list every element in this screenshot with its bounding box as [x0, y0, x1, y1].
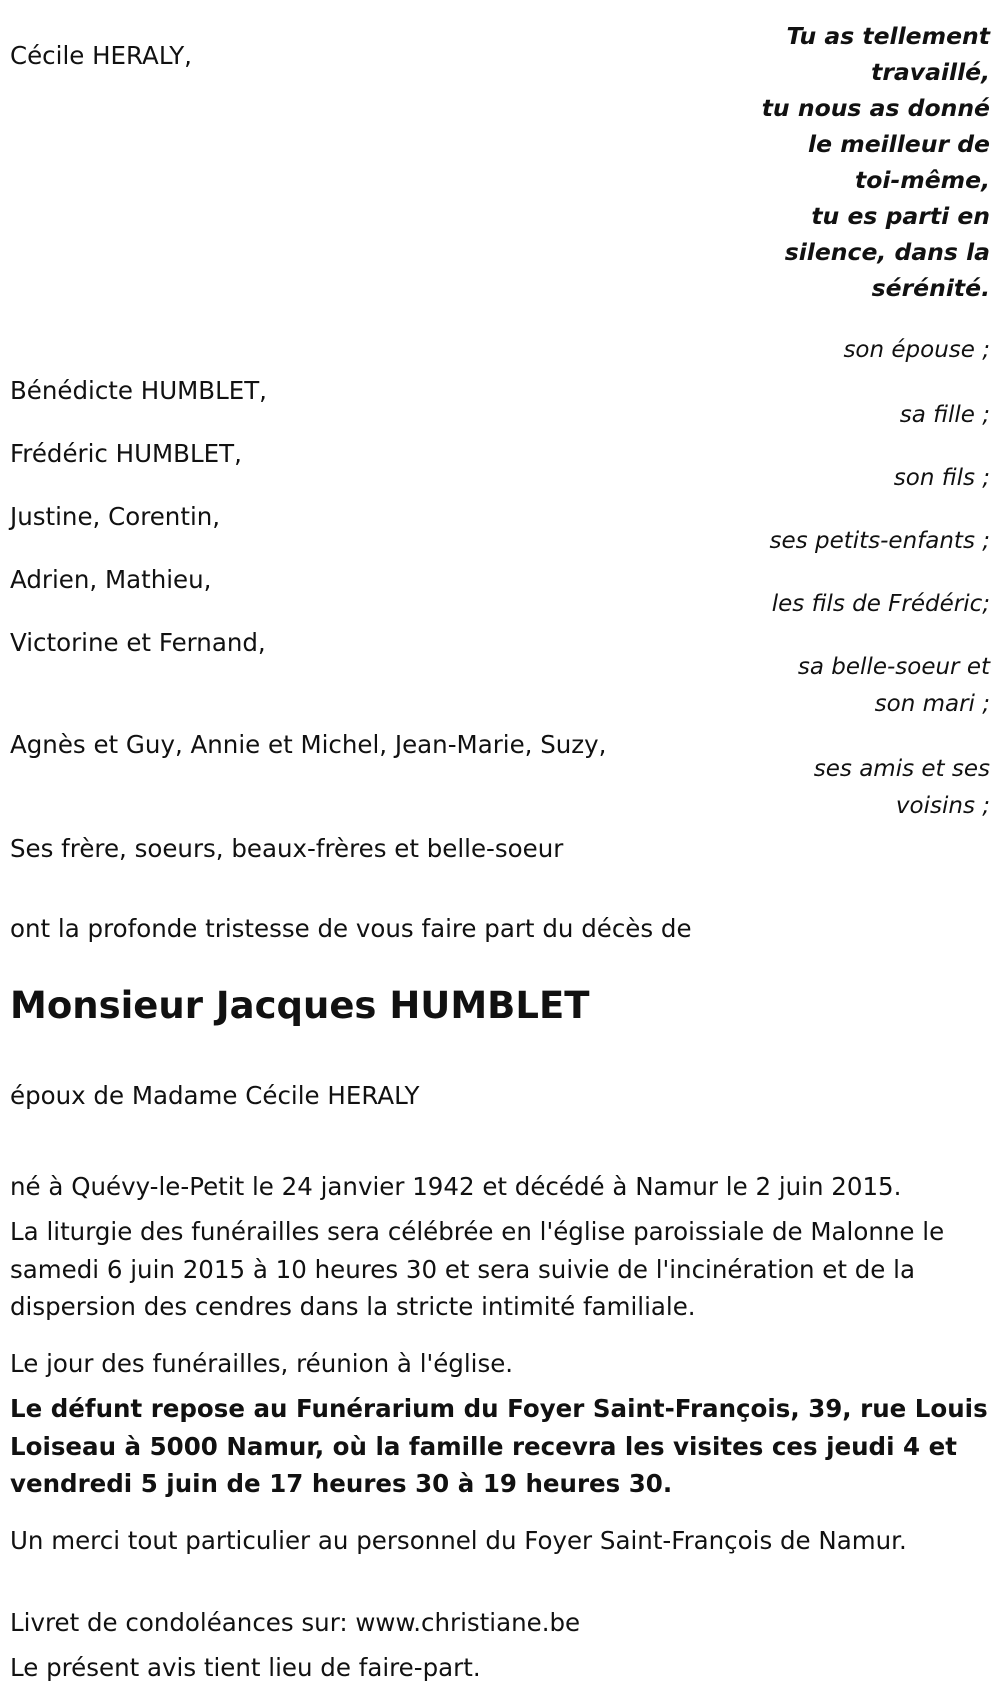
family-name-sister-in-law: Victorine et Fernand, — [10, 628, 266, 657]
notice-paragraph: Le présent avis tient lieu de faire-part. — [10, 1653, 481, 1682]
condolences-paragraph: Livret de condoléances sur: www.christiane.be — [10, 1608, 581, 1637]
spouse-line: époux de Madame Cécile HERALY — [10, 1081, 420, 1110]
family-relation-daughter: sa fille ; — [899, 402, 990, 428]
birth-death-paragraph: né à Quévy-le-Petit le 24 janvier 1942 et décédé à Namur le 2 juin 2015. — [10, 1172, 902, 1201]
family-relation-grandchildren: ses petits-enfants ; — [769, 528, 990, 554]
poem-line: sérénité. — [871, 274, 990, 302]
repose-paragraph: Le défunt repose au Funérarium du Foyer Saint-François, 39, rue Louis Loiseau à 5000 Namur, où la famille recevra les visites ces jeudi 4 et vendredi 5 juin de 17 heures 30 à 19 heures 30. — [10, 1394, 988, 1498]
family-relation-sons-of-frederic: les fils de Frédéric; — [771, 591, 990, 617]
family-relation-friends: ses amis et ses voisins ; — [813, 756, 990, 819]
family-relation-son: son fils ; — [893, 465, 990, 491]
thanks-paragraph: Un merci tout particulier au personnel du Foyer Saint-François de Namur. — [10, 1526, 907, 1555]
family-name-son: Frédéric HUMBLET, — [10, 439, 242, 468]
poem — [690, 18, 990, 306]
poem-line: Tu as tellement — [786, 22, 990, 50]
family-name-sons-of-frederic: Adrien, Mathieu, — [10, 565, 212, 594]
family-name-siblings: Ses frère, soeurs, beaux-frères et belle-soeur — [10, 834, 564, 863]
family-relation-sister-in-law: sa belle-soeur et son mari ; — [797, 654, 990, 717]
deceased-name: Monsieur Jacques HUMBLET — [10, 984, 590, 1027]
poem-line: tu es parti en — [811, 202, 990, 230]
poem-line: tu nous as donné — [761, 94, 990, 122]
liturgy-paragraph: La liturgie des funérailles sera célébrée en l'église paroissiale de Malonne le samedi 6 juin 2015 à 10 heures 30 et sera suivie de l'incinération et de la dispersion des cendres dans la stricte intimité familiale. — [10, 1217, 945, 1321]
family-name-daughter: Bénédicte HUMBLET, — [10, 376, 267, 405]
meeting-paragraph: Le jour des funérailles, réunion à l'église. — [10, 1349, 514, 1378]
poem-line: le meilleur de — [808, 130, 990, 158]
family-relation-spouse: son épouse ; — [843, 337, 990, 363]
family-name-friends: Agnès et Guy, Annie et Michel, Jean-Marie, Suzy, — [10, 730, 607, 759]
poem-line: travaillé, — [871, 58, 990, 86]
poem-line: toi-même, — [855, 166, 990, 194]
family-name-grandchildren: Justine, Corentin, — [10, 502, 221, 531]
poem-line: silence, dans la — [784, 238, 990, 266]
announcement-text: ont la profonde tristesse de vous faire part du décès de — [10, 914, 692, 943]
family-name-spouse: Cécile HERALY, — [10, 41, 192, 70]
